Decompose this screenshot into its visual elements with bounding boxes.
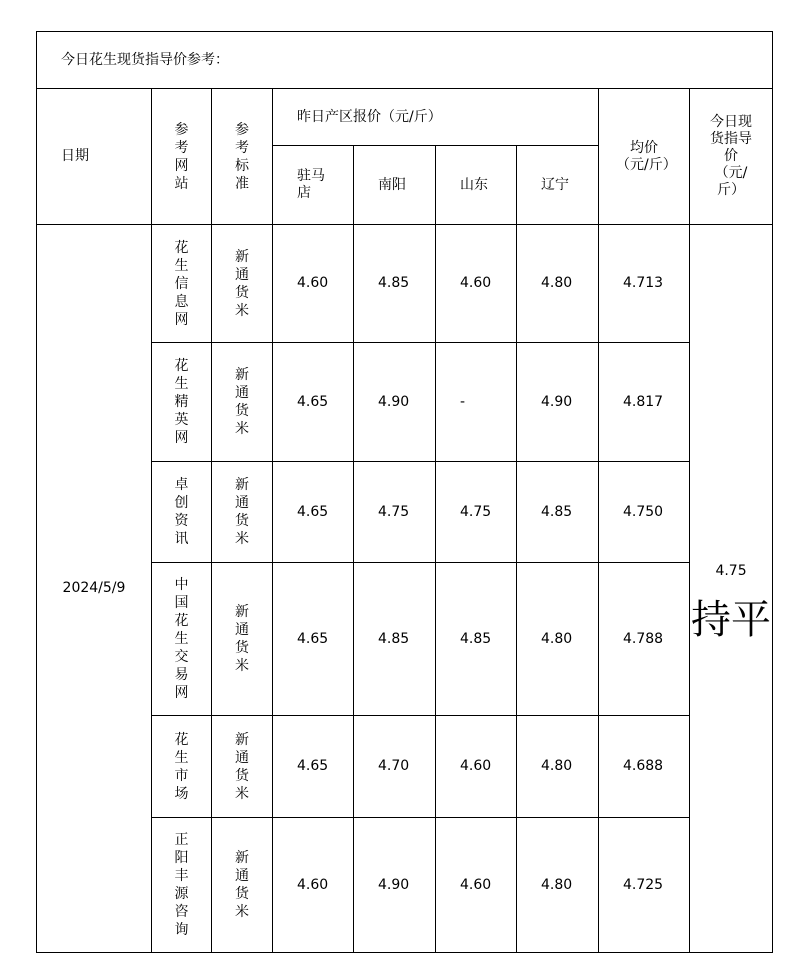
header-region-shandong: 山东 — [436, 146, 517, 225]
price-cell: 4.60 — [436, 818, 517, 953]
header-region-nanyang: 南阳 — [354, 146, 436, 225]
price-cell: 4.65 — [273, 716, 354, 818]
avg-cell: 4.788 — [599, 563, 690, 716]
price-cell: 4.90 — [354, 818, 436, 953]
table-row — [37, 225, 773, 343]
avg-cell: 4.688 — [599, 716, 690, 818]
price-cell: - — [436, 343, 517, 462]
standard-cell: 新通货米 — [212, 563, 273, 716]
price-cell: 4.80 — [517, 563, 599, 716]
price-cell: 4.85 — [354, 225, 436, 343]
avg-cell: 4.817 — [599, 343, 690, 462]
site-cell: 正阳丰源咨询 — [152, 818, 212, 953]
header-site: 参考网站 — [152, 89, 212, 225]
table-title: 今日花生现货指导价参考： — [37, 32, 773, 89]
price-cell: 4.90 — [354, 343, 436, 462]
price-cell: 4.70 — [354, 716, 436, 818]
today-price-cell — [690, 225, 773, 953]
avg-cell: 4.750 — [599, 462, 690, 563]
standard-cell: 新通货米 — [212, 343, 273, 462]
header-today: 今日现货指导价（元/斤） — [690, 89, 773, 225]
price-cell: 4.60 — [436, 716, 517, 818]
standard-cell: 新通货米 — [212, 818, 273, 953]
header-date: 日期 — [37, 89, 152, 225]
price-cell: 4.85 — [436, 563, 517, 716]
today-price: 4.75 — [715, 563, 747, 579]
header-region-group: 昨日产区报价（元/斤） — [273, 89, 599, 146]
price-cell: 4.65 — [273, 343, 354, 462]
standard-cell: 新通货米 — [212, 225, 273, 343]
document — [36, 31, 772, 955]
avg-cell: 4.713 — [599, 225, 690, 343]
date-cell: 2024/5/9 — [37, 225, 152, 953]
price-cell: 4.75 — [354, 462, 436, 563]
price-table — [36, 31, 773, 953]
price-cell: 4.85 — [517, 462, 599, 563]
header-standard: 参考标准 — [212, 89, 273, 225]
standard-cell: 新通货米 — [212, 716, 273, 818]
price-cell: 4.75 — [436, 462, 517, 563]
price-cell: 4.60 — [273, 818, 354, 953]
header-avg: 均价（元/斤） — [599, 89, 690, 225]
price-cell: 4.60 — [436, 225, 517, 343]
site-cell: 花生信息网 — [152, 225, 212, 343]
avg-cell: 4.725 — [599, 818, 690, 953]
site-cell: 中国花生交易网 — [152, 563, 212, 716]
price-cell: 4.90 — [517, 343, 599, 462]
site-cell: 花生市场 — [152, 716, 212, 818]
price-cell: 4.85 — [354, 563, 436, 716]
price-cell: 4.80 — [517, 818, 599, 953]
price-cell: 4.60 — [273, 225, 354, 343]
standard-cell: 新通货米 — [212, 462, 273, 563]
price-cell: 4.80 — [517, 716, 599, 818]
price-cell: 4.80 — [517, 225, 599, 343]
price-cell: 4.65 — [273, 462, 354, 563]
today-note: 持平 — [691, 597, 772, 643]
price-cell: 4.65 — [273, 563, 354, 716]
header-region-liaoning: 辽宁 — [517, 146, 599, 225]
header-region-zhumadian: 驻马店 — [273, 146, 354, 225]
site-cell: 花生精英网 — [152, 343, 212, 462]
site-cell: 卓创资讯 — [152, 462, 212, 563]
